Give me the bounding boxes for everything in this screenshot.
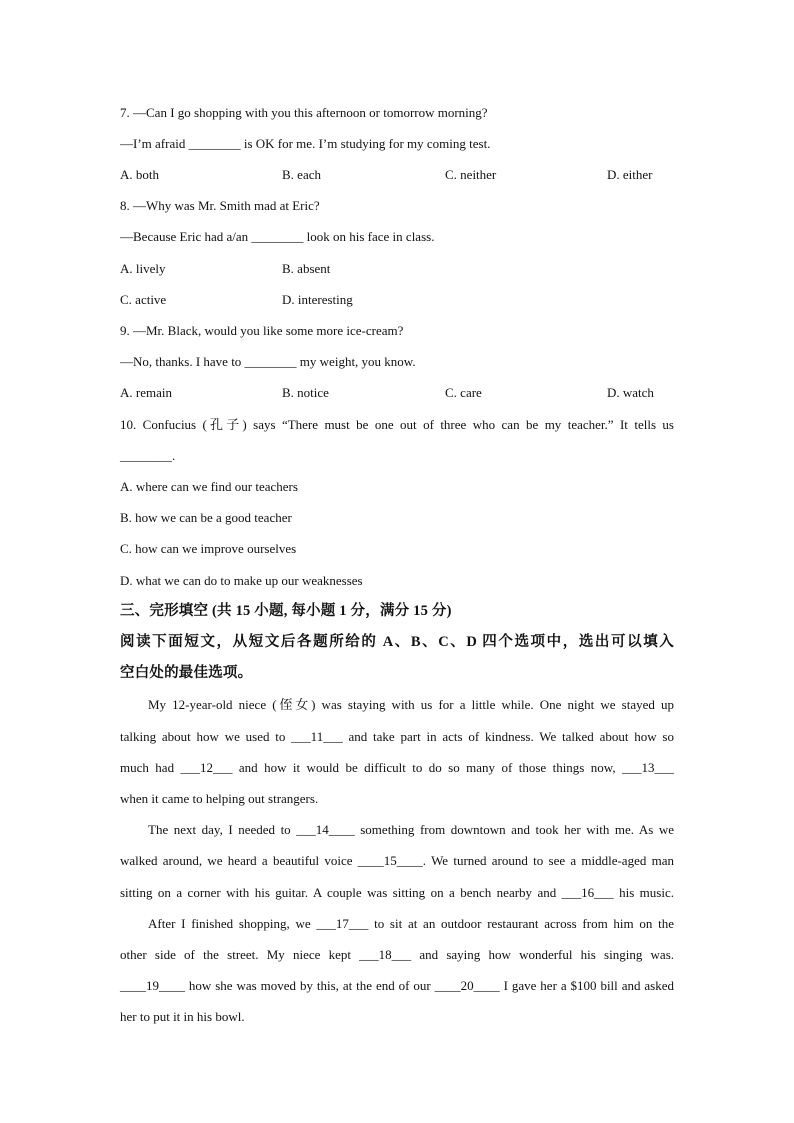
passage-line: when it came to helping out strangers.	[120, 791, 319, 806]
q9-option-c: C. care	[445, 385, 482, 400]
q8-option-b: B. absent	[282, 261, 331, 276]
q10-option-b: B. how we can be a good teacher	[120, 510, 292, 525]
passage-line: her to put it in his bowl.	[120, 1009, 245, 1024]
q8-reply: —Because Eric had a/an ________ look on his face in class.	[120, 229, 435, 244]
q10-stem-line1: 10. Confucius (孔子) says “There must be one out of three who can be my teacher.” It tells us	[120, 417, 674, 432]
q7-option-b: B. each	[282, 167, 321, 182]
q9-stem: 9. —Mr. Black, would you like some more ice-cream?	[120, 323, 404, 338]
q7-option-a: A. both	[120, 167, 159, 182]
q8-option-c: C. active	[120, 292, 167, 307]
q8-stem: 8. —Why was Mr. Smith mad at Eric?	[120, 198, 320, 213]
q10-option-a: A. where can we find our teachers	[120, 479, 298, 494]
q7-reply: —I’m afraid ________ is OK for me. I’m studying for my coming test.	[120, 136, 491, 151]
passage-line: much had ___12___ and how it would be difficult to do so many of those things now, ___13___	[120, 760, 674, 775]
passage-line: other side of the street. My niece kept ___18___ and saying how wonderful his singing was.	[120, 947, 674, 962]
q9-option-b: B. notice	[282, 385, 329, 400]
passage-line: walked around, we heard a beautiful voice ____15____. We turned around to see a middle-aged man	[120, 853, 674, 868]
q10-option-c: C. how can we improve ourselves	[120, 541, 297, 556]
q10-option-d: D. what we can do to make up our weaknesses	[120, 573, 363, 588]
q8-option-a: A. lively	[120, 261, 166, 276]
section-instruction-line1: 阅读下面短文，从短文后各题所给的 A、B、C、D 四个选项中，选出可以填入	[120, 634, 674, 650]
q9-option-d: D. watch	[607, 385, 654, 400]
q8-option-d: D. interesting	[282, 292, 353, 307]
q7-option-c: C. neither	[445, 167, 497, 182]
q9-option-a: A. remain	[120, 385, 172, 400]
q10-stem-line2: ________.	[120, 448, 176, 463]
passage-line: After I finished shopping, we ___17___ to sit at an outdoor restaurant across from him on the	[148, 916, 674, 931]
q9-reply: —No, thanks. I have to ________ my weight, you know.	[120, 354, 416, 369]
passage-line: The next day, I needed to ___14____ something from downtown and took her with me. As we	[148, 822, 674, 837]
q7-stem: 7. —Can I go shopping with you this afternoon or tomorrow morning?	[120, 105, 488, 120]
passage-line: ____19____ how she was moved by this, at the end of our ____20____ I gave her a $100 bill and asked	[120, 978, 674, 993]
section-heading: 三、完形填空 (共 15 小题, 每小题 1 分，满分 15 分)	[120, 603, 452, 619]
passage-line: My 12-year-old niece (侄女) was staying with us for a little while. One night we stayed up	[148, 697, 674, 712]
passage-line: sitting on a corner with his guitar. A couple was sitting on a bench nearby and ___16___ his music.	[120, 885, 674, 900]
passage-line: talking about how we used to ___11___ and take part in acts of kindness. We talked about how so	[120, 729, 674, 744]
q7-option-d: D. either	[607, 167, 653, 182]
section-instruction-line2: 空白处的最佳选项。	[120, 665, 253, 681]
